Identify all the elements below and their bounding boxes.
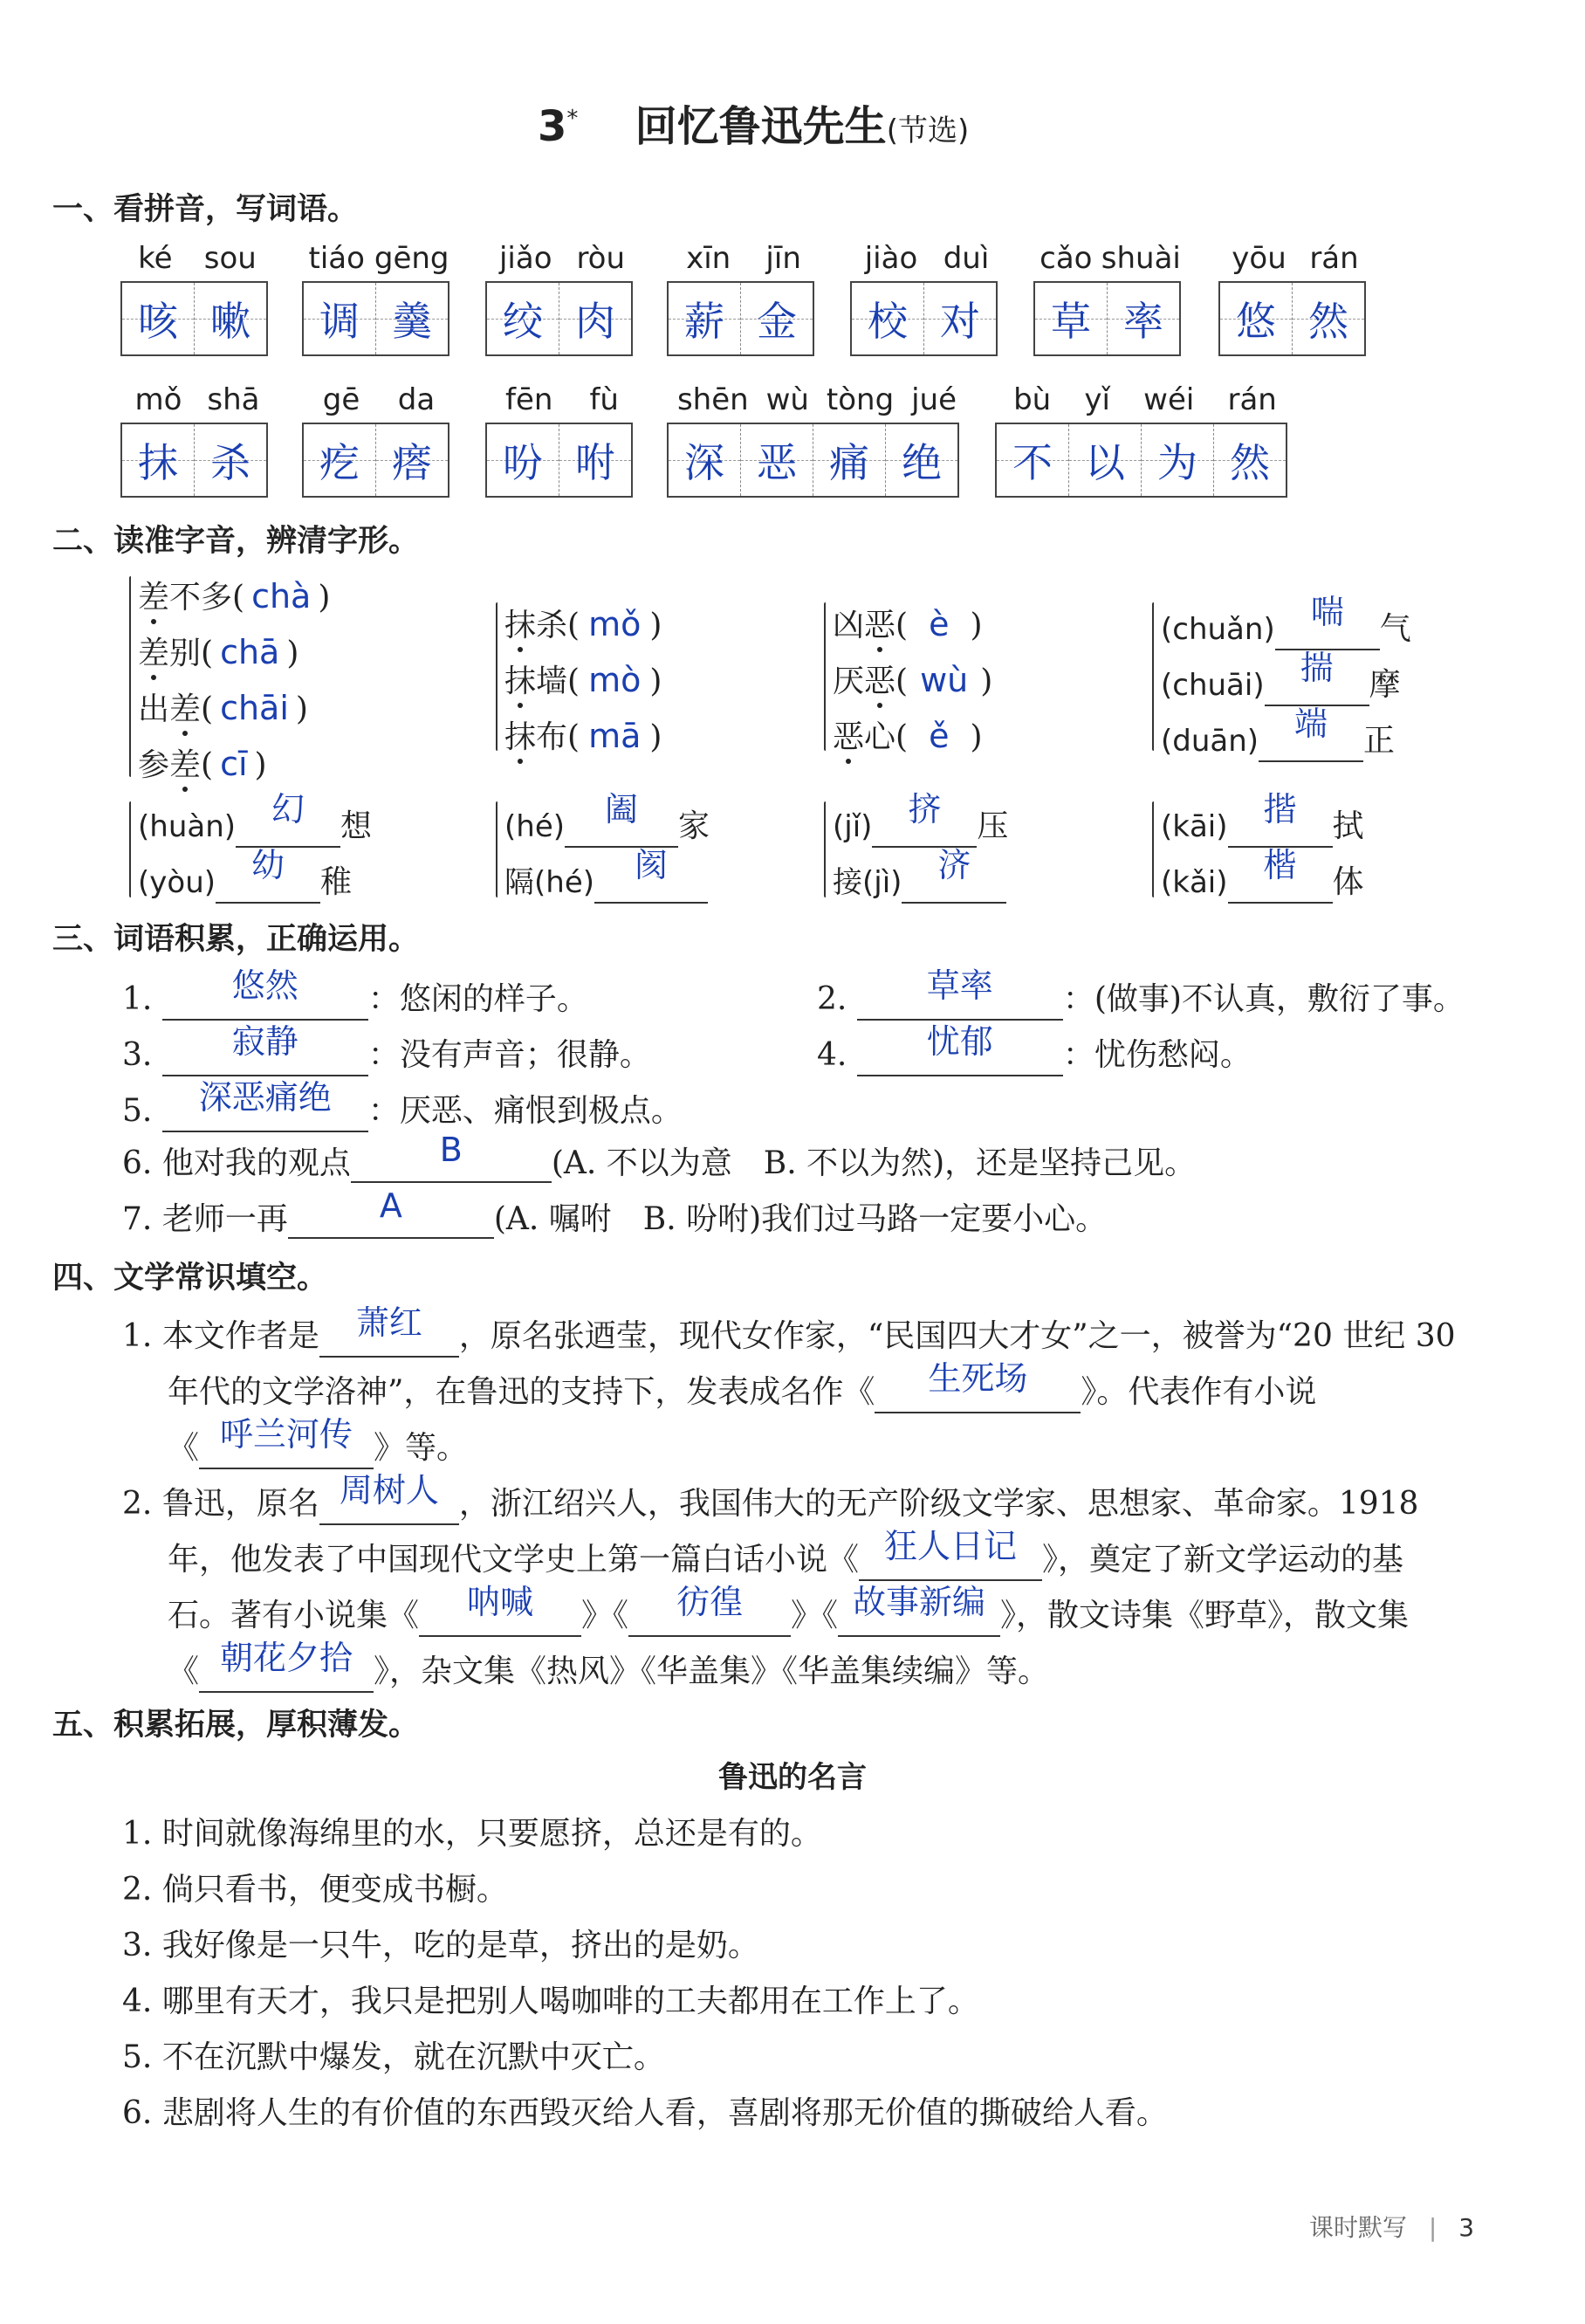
quote-item: 5. 不在沉默中爆发，就在沉默中灭亡。 [122,2039,665,2075]
reading-item: 差别( chā ) [138,633,299,671]
lesson-star: * [566,106,579,132]
reading-item: 抹杀( mǒ ) [504,605,662,643]
pinyin-group: cǎo shuài [1040,241,1181,276]
section1-heading: 一、看拼音，写词语。 [52,192,359,227]
char-box: 深 恶 痛 绝 [667,423,959,498]
pinyin-group: mǒ shā [134,382,260,417]
char-box: 抹 杀 [120,423,268,498]
brace [1152,801,1154,897]
vocab-question: 3. 寂静 ：没有声音；很静。 [122,1027,651,1076]
lesson-title-block [538,93,969,153]
lesson-number: 3 [538,102,567,151]
reading-item: 凶恶( è ) [833,605,983,643]
reading-item: 抹墙( mò ) [504,661,662,699]
section5-heading: 五、积累拓展，厚积薄发。 [52,1708,420,1743]
fill-char-item: 隔(hé) 阂 [504,854,708,904]
fill-char-item: (hé) 阖 家 [504,798,710,848]
pinyin-group: bù yǐ wéi rán [1013,382,1277,417]
vocab-question: 4. 忧郁 ：忧伤愁闷。 [817,1027,1252,1076]
fill-char-item: (jǐ) 挤 压 [833,798,1008,848]
quote-item: 1. 时间就像海绵里的水，只要愿挤，总还是有的。 [122,1816,822,1852]
quote-item: 2. 倘只看书，便变成书橱。 [122,1872,508,1908]
pinyin-group: tiáo gēng [308,241,449,276]
quote-item: 4. 哪里有天才，我只是把别人喝咖啡的工夫都用在工作上了。 [122,1984,979,2019]
char-box: 疙 瘩 [302,423,449,498]
brace [129,576,131,777]
page-number: 3 [1458,2213,1475,2242]
section2-heading: 二、读准字音，辨清字形。 [52,524,420,559]
fill-char-item: (kāi) 揩 拭 [1161,798,1364,848]
char-box: 咳 嗽 [120,281,268,356]
fill-char-item: (kǎi) 楷 体 [1161,854,1364,904]
quotes-subtitle: 鲁迅的名言 [718,1760,867,1795]
lit-paragraph-2-line3: 石。著有小说集《 呐喊 》《 彷徨 》《 故事新编 》，散文诗集《野草》，散文集 [168,1587,1409,1637]
fill-char-item: 接(jì) 济 [833,854,1006,904]
char-box: 绞 肉 [485,281,633,356]
char-box: 吩 咐 [485,423,633,498]
vocab-question: 6. 他对我的观点 B (A. 不以为意 B. 不以为然)，还是坚持己见。 [122,1131,1197,1181]
char-box: 调 羹 [302,281,449,356]
reading-item: 厌恶( wù ) [833,661,993,699]
char-box: 不 以 为 然 [995,423,1287,498]
reading-item: 参差( cī ) [138,745,267,783]
char-box: 薪 金 [667,281,814,356]
char-box: 悠 然 [1218,281,1366,356]
reading-item: 差不多( chà ) [138,577,331,615]
fill-char-item: (chuǎn) 喘 气 [1161,601,1411,650]
lit-paragraph-2-line1: 2. 鲁迅，原名 周树人 ，浙江绍兴人，我国伟大的无产阶级文学家、思想家、革命家。1918 [122,1475,1418,1525]
brace [1152,602,1154,751]
reading-item: 出差( chāi ) [138,689,308,727]
vocab-question: 1. 悠然 ：悠闲的样子。 [122,971,588,1021]
brace [496,602,497,751]
pinyin-group: gē da [322,382,436,417]
brace [824,602,826,751]
quote-item: 6. 悲剧将人生的有价值的东西毁灭给人看，喜剧将那无价值的撕破给人看。 [122,2095,1168,2131]
lit-paragraph-1-line2: 年代的文学洛神”，在鲁迅的支持下，发表成名作《 生死场 》。代表作有小说 [168,1364,1316,1413]
vocab-question: 2. 草率 ：(做事)不认真，敷衍了事。 [817,971,1465,1021]
fill-char-item: (chuāi) 揣 摩 [1161,657,1401,706]
page-footer: 课时默写 | 3 [1309,2213,1475,2242]
section4-heading: 四、文学常识填空。 [52,1261,328,1296]
brace [824,801,826,897]
fill-char-item: (duān) 端 正 [1161,712,1395,762]
pinyin-group: jiào duì [864,241,990,276]
brace [496,801,497,897]
brace [129,801,131,897]
fill-char-item: (yòu) 幼 稚 [138,854,352,904]
char-box: 草 率 [1033,281,1181,356]
lesson-title: 回忆鲁迅先生 [635,102,887,151]
section3-heading: 三、词语积累，正确运用。 [52,922,420,957]
lesson-note: (节选) [886,113,970,148]
lit-paragraph-2-line2: 年，他发表了中国现代文学史上第一篇白话小说《 狂人日记 》，奠定了新文学运动的基 [168,1531,1403,1581]
lit-paragraph-1-line1: 1. 本文作者是 萧红 ，原名张迺莹，现代女作家，“民国四大才女”之一，被誉为“20 世纪 30 [122,1308,1456,1358]
fill-char-item: (huàn) 幻 想 [138,798,372,848]
reading-item: 恶心( ě ) [833,717,983,755]
pinyin-group: yōu rán [1232,241,1359,276]
lit-paragraph-2-line4: 《 朝花夕拾 》，杂文集《热风》《华盖集》《华盖集续编》等。 [168,1643,1049,1693]
quote-item: 3. 我好像是一只牛，吃的是草，挤出的是奶。 [122,1928,759,1963]
pinyin-group: xīn jīn [686,241,801,276]
char-box: 校 对 [850,281,998,356]
footer-label: 课时默写 [1309,2213,1408,2242]
pinyin-group: fēn fù [505,382,619,417]
reading-item: 抹布( mā ) [504,717,662,755]
pinyin-group: jiǎo ròu [498,241,626,276]
vocab-question: 5. 深恶痛绝 ：厌恶、痛恨到极点。 [122,1083,683,1132]
pinyin-group: shēn wù tòng jué [676,382,957,417]
vocab-question: 7. 老师一再 A (A. 嘱咐 B. 吩咐)我们过马路一定要小心。 [122,1186,1108,1237]
pinyin-group: ké sou [138,241,257,276]
lit-paragraph-1-line3: 《 呼兰河传 》等。 [168,1420,468,1469]
